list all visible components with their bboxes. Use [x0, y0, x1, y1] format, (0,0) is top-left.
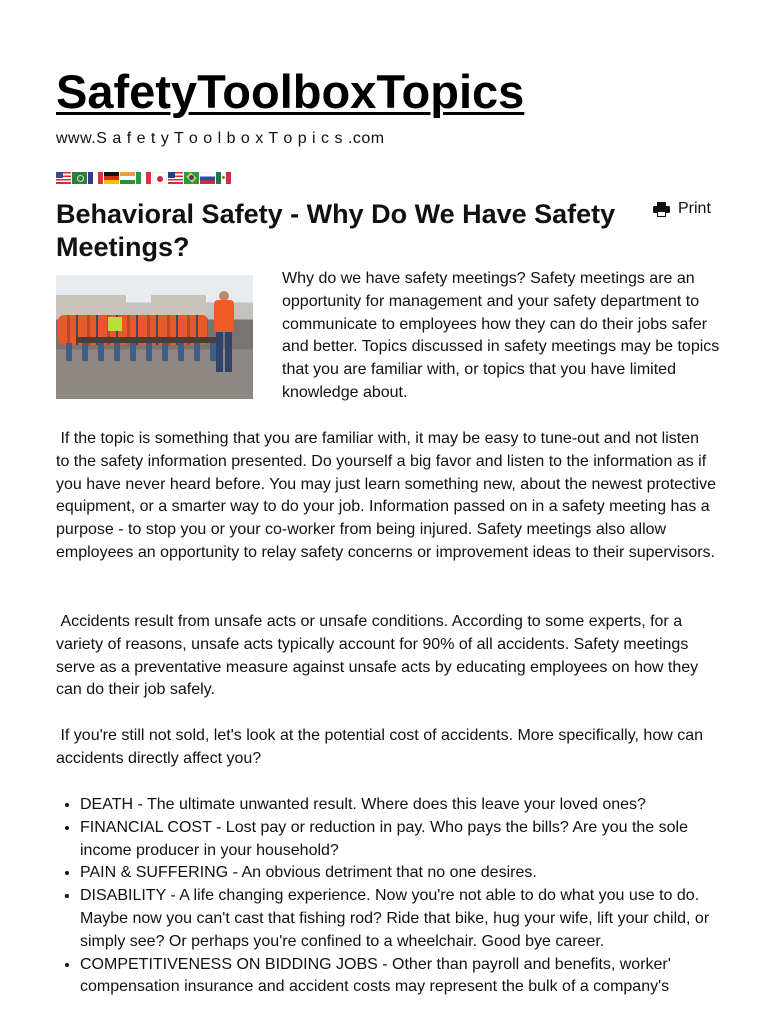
list-item: • DISABILITY - A life changing experience. Now you're not able to do what you use to do. Maybe now you can't cast that fishing rod? Ride that bike, hug your wife, lift your child, or simply see? Or perhaps you're confined to a wheelchair. Good bye career.: [80, 885, 740, 953]
russian-flag-icon[interactable]: [200, 172, 215, 184]
intro-paragraph: Why do we have safety meetings? Safety meetings are an opportunity for management and your safety department to communicate to employees how they can do their jobs safer and better. Topics discussed in safety meetings may be topics that you are familiar with, or topics that you have limited knowledge about.: [282, 270, 720, 401]
french-flag-icon[interactable]: [88, 172, 103, 184]
language-flags: [56, 172, 231, 184]
italian-flag-icon[interactable]: [136, 172, 151, 184]
spanish-flag-icon[interactable]: [216, 172, 231, 184]
list-item: • FINANCIAL COST - Lost pay or reduction in pay. Who pays the bills? Are you the sole income producer in your household?: [80, 817, 740, 863]
accident-cost-list: [56, 794, 740, 999]
body-paragraph: If the topic is something that you are familiar with, it may be easy to tune-out and not listen to the safety information presented. Do yourself a big favor and listen to the information as if you have never heard before. You may just learn something new, about the newest protective equipment, or a smarter way to do your job. Information passed on in a safety meeting has a purpose - to stop you or your co-worker from being injured. Safety meetings also allow employees an opportunity to relay safety concerns or improvement ideas to their supervisors.: [56, 430, 721, 561]
body-paragraph: If you're still not sold, let's look at the potential cost of accidents. More specifically, how can accidents directly affect you?: [56, 727, 708, 767]
site-logo[interactable]: SafetyToolboxTopics: [56, 65, 525, 118]
japanese-flag-icon[interactable]: [152, 172, 167, 184]
list-item: • COMPETITIVENESS ON BIDDING JOBS - Other than payroll and benefits, worker' compensation insurance and accident costs may represent the bulk of a company's: [80, 954, 740, 1000]
hindi-flag-icon[interactable]: [120, 172, 135, 184]
german-flag-icon[interactable]: [104, 172, 119, 184]
print-label: Print: [678, 200, 711, 217]
portuguese-flag-icon[interactable]: [184, 172, 199, 184]
arabic-flag-icon[interactable]: [72, 172, 87, 184]
list-item: • PAIN & SUFFERING - An obvious detriment that no one desires.: [80, 862, 740, 885]
malay-flag-icon[interactable]: [168, 172, 183, 184]
list-item: • DEATH - The ultimate unwanted result. Where does this leave your loved ones?: [80, 794, 740, 817]
safety-meeting-photo: [56, 275, 253, 399]
site-url: www.S a f e t y T o o l b o x T o p i c s .com: [56, 130, 385, 147]
body-paragraph: Accidents result from unsafe acts or unsafe conditions. According to some experts, for a variety of reasons, unsafe acts typically account for 90% of all accidents. Safety meetings serve as a preventative measure against unsafe acts by educating employees on how they can do their job safely.: [56, 613, 703, 699]
print-button[interactable]: [653, 200, 711, 218]
printer-icon: [653, 202, 670, 217]
english-flag-icon[interactable]: [56, 172, 71, 184]
article-title: Behavioral Safety - Why Do We Have Safety Meetings?: [56, 199, 616, 262]
